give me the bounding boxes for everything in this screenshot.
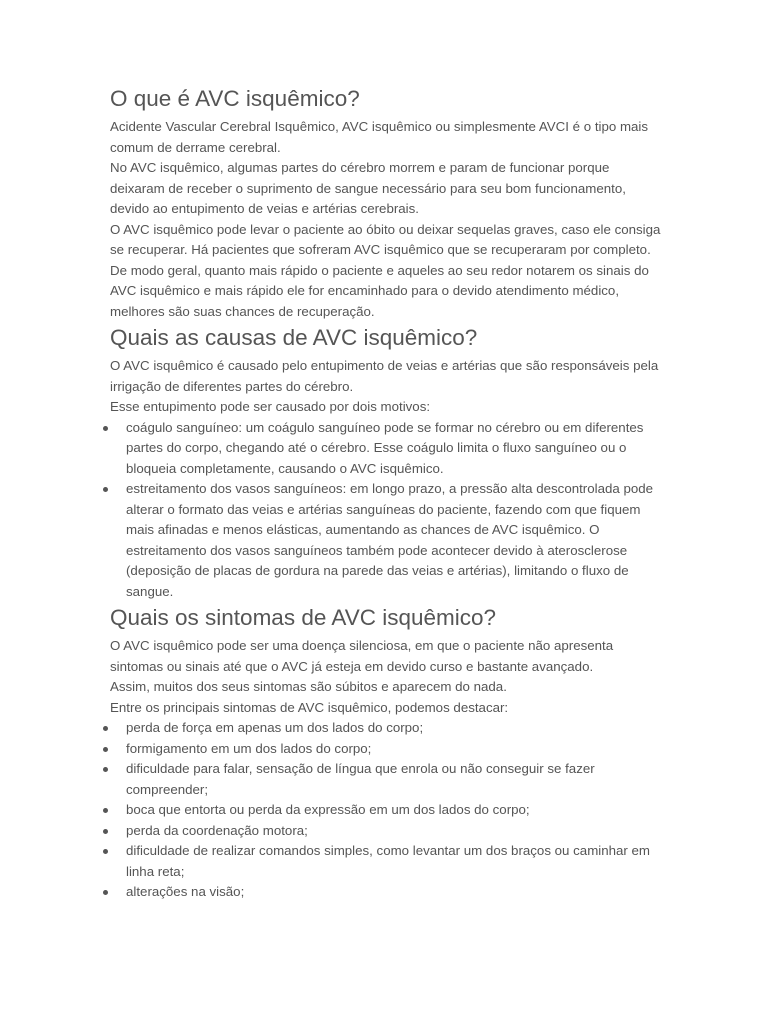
heading-causes: Quais as causas de AVC isquêmico? — [110, 325, 478, 350]
paragraph: O AVC isquêmico pode levar o paciente ao óbito ou deixar sequelas graves, caso ele consiga se recuperar. Há pacientes que sofreram AVC isquêmico que se recuperaram por completo. — [110, 221, 661, 257]
document-content — [110, 84, 666, 903]
heading-symptoms: Quais os sintomas de AVC isquêmico? — [110, 605, 497, 630]
paragraph: Entre os principais sintomas de AVC isquêmico, podemos destacar: — [110, 699, 509, 715]
list-item-text: boca que entorta ou perda da expressão em um dos lados do corpo; — [126, 802, 530, 817]
paragraph: Assim, muitos dos seus sintomas são súbitos e aparecem do nada. — [110, 679, 507, 694]
bullet-icon — [103, 849, 108, 854]
list-item-text: dificuldade de realizar comandos simples, como levantar um dos braços ou caminhar em linha reta; — [126, 843, 650, 879]
bullet-icon — [103, 829, 108, 834]
paragraph: Esse entupimento pode ser causado por dois motivos: — [110, 399, 431, 414]
list-item — [110, 882, 666, 903]
list-item — [110, 841, 666, 882]
paragraph: O AVC isquêmico é causado pelo entupimento de veias e artérias que são responsáveis pela irrigação de diferentes partes do cérebro. — [110, 358, 659, 394]
bullet-icon — [103, 808, 108, 813]
paragraph: De modo geral, quanto mais rápido o paciente e aqueles ao seu redor notarem os sinais do AVC isquêmico e mais rápido ele for encaminhado para o devido atendimento médico, melhores são suas chances de recuperação. — [110, 262, 649, 319]
bullet-icon — [103, 890, 108, 895]
list-item — [110, 418, 666, 480]
list-item-text: dificuldade para falar, sensação de língua que enrola ou não conseguir se fazer compreender; — [126, 761, 595, 797]
list-item-text: coágulo sanguíneo: um coágulo sanguíneo pode se formar no cérebro ou em diferentes partes do corpo, chegando até o cérebro. Esse coágulo limita o fluxo sanguíneo ou o bloqueia completamente, causando o AVC isquêmico. — [126, 419, 644, 476]
bullet-icon — [103, 767, 108, 772]
list-item-text: perda da coordenação motora; — [126, 822, 308, 838]
list-item-text: formigamento em um dos lados do corpo; — [126, 740, 372, 756]
paragraph: No AVC isquêmico, algumas partes do cérebro morrem e param de funcionar porque deixaram de receber o suprimento de sangue necessário para seu bom funcionamento, devido ao entupimento de veias e artérias cerebrais. — [110, 160, 626, 216]
causes-list — [110, 418, 666, 603]
bullet-icon — [103, 747, 108, 752]
list-item — [110, 718, 666, 739]
heading-what-is-ischemic-stroke: O que é AVC isquêmico? — [110, 86, 360, 111]
list-item — [110, 479, 666, 602]
bullet-icon — [103, 487, 108, 492]
bullet-icon — [103, 426, 108, 431]
list-item-text: alterações na visão; — [126, 884, 245, 899]
bullet-icon — [103, 726, 108, 731]
symptoms-list — [110, 718, 666, 903]
list-item — [110, 821, 666, 842]
list-item — [110, 759, 666, 800]
list-item-text: estreitamento dos vasos sanguíneos: em longo prazo, a pressão alta descontrolada pode alterar o formato das veias e artérias sanguíneas do paciente, fazendo com que fiquem mais afinadas e menos elásticas, aumentando as chances de AVC isquêmico. O estreitamento dos vasos sanguíneos também pode acontecer devido à aterosclerose (deposição de placas de gordura na parede das veias e artérias), limitando o fluxo de sangue. — [126, 481, 654, 599]
list-item — [110, 739, 666, 760]
list-item-text: perda de força em apenas um dos lados do corpo; — [126, 720, 424, 735]
list-item — [110, 800, 666, 821]
paragraph: O AVC isquêmico pode ser uma doença silenciosa, em que o paciente não apresenta sintomas ou sinais até que o AVC já esteja em devido curso e bastante avançado. — [110, 638, 614, 674]
paragraph: Acidente Vascular Cerebral Isquêmico, AVC isquêmico ou simplesmente AVCI é o tipo mais comum de derrame cerebral. — [110, 119, 649, 155]
